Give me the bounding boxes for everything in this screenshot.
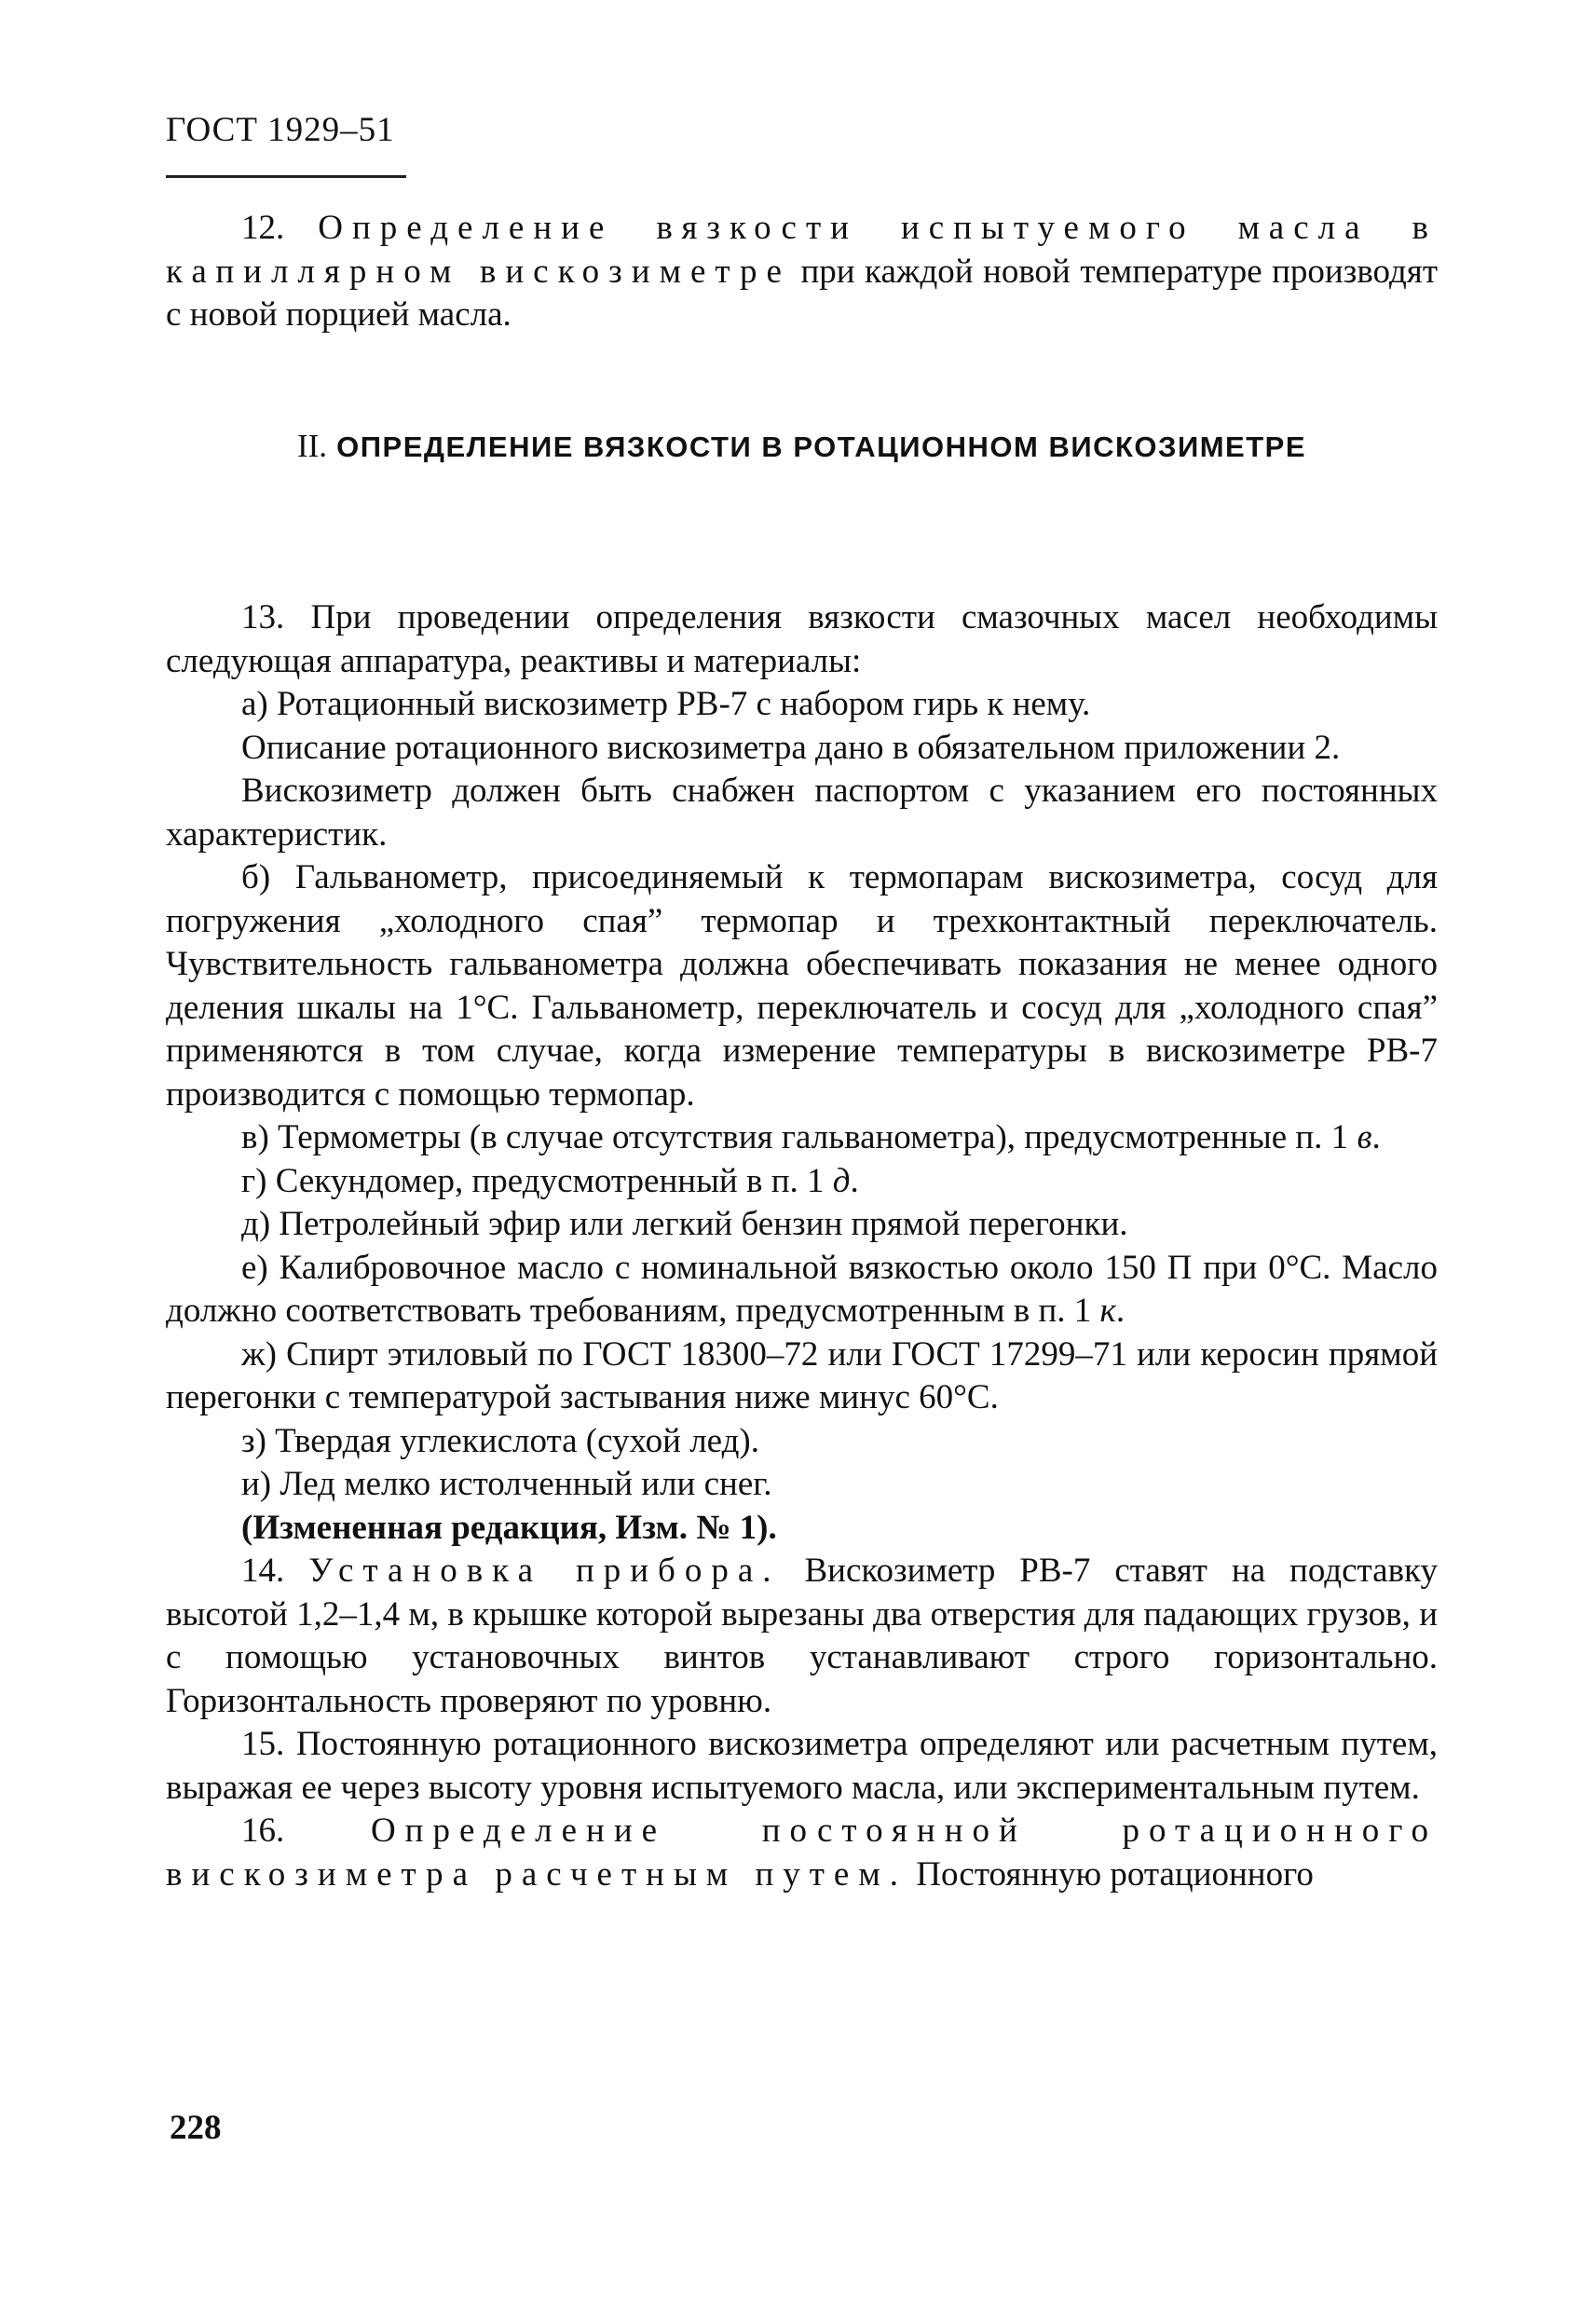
item-v-end: .	[1371, 1118, 1381, 1156]
item-i: и) Лед мелко истолченный или снег.	[241, 1465, 772, 1503]
item-b: б) Гальванометр, присоединяемый к термопарам вискозиметра, сосуд для погружения „холодного спая” термопар и трехконтактный переключатель. Чувствительность гальванометра должна обеспечивать показания не менее одного деления шкалы на 1°С. Гальванометр, переключатель и сосуд для „холодного спая” применяются в том случае, когда измерение температуры в вискозиметре РВ-7 производится с помощью термопар.	[166, 858, 1438, 1114]
paragraph-15: 15. Постоянную ротационного вискозиметра определяют или расчетным путем, выражая ее через высоту уровня испытуемого масла, или экспериментальным путем.	[166, 1725, 1438, 1807]
item-g-ref: д	[832, 1161, 851, 1200]
paragraph-13: 13. При проведении определения вязкости смазочных масел необходимы следующая аппаратура, реактивы и материалы:	[166, 598, 1438, 680]
paragraph-14	[166, 1550, 1438, 1723]
p16-number: 16.	[241, 1812, 285, 1850]
p16-text: Постоянную ротационного	[907, 1854, 1314, 1894]
item-z: з) Твердая углекислота (сухой лед).	[241, 1421, 759, 1460]
p14-number: 14.	[241, 1552, 285, 1590]
item-e-ref: к	[1099, 1292, 1116, 1330]
header-rule	[166, 175, 406, 178]
paragraph-16	[166, 1810, 1438, 1896]
p12-text: при каждой новой температуре производят с новой порцией масла.	[166, 252, 1438, 334]
amendment-note: (Измененная редакция, Изм. № 1).	[241, 1508, 777, 1547]
item-a: а) Ротационный вискозиметр РВ-7 с набором гирь к нему.	[241, 685, 1091, 723]
paragraph-block-main	[166, 596, 1438, 1896]
item-zh: ж) Спирт этиловый по ГОСТ 18300–72 или ГОСТ 17299–71 или керосин прямой перегонки с температурой застывания ниже минус 60°С.	[166, 1334, 1438, 1416]
section-title-text: ОПРЕДЕЛЕНИЕ ВЯЗКОСТИ В РОТАЦИОННОМ ВИСКОЗИМЕТРЕ	[336, 431, 1307, 463]
p14-spaced-heading: Установка прибора.	[308, 1552, 781, 1590]
paragraph-block-top	[166, 207, 1438, 337]
page-number: 228	[170, 2109, 222, 2147]
passport-note: Вискозиметр должен быть снабжен паспортом с указанием его постоянных характеристик.	[166, 772, 1438, 854]
document-header: ГОСТ 1929–51	[166, 111, 395, 149]
section-roman-numeral: II.	[296, 428, 328, 464]
item-v-ref: в	[1357, 1118, 1372, 1156]
description-note: Описание ротационного вискозиметра дано в обязательном приложении 2.	[241, 728, 1341, 767]
item-v	[166, 1116, 1438, 1160]
paragraph-12	[166, 207, 1438, 337]
item-d: д) Петролейный эфир или легкий бензин прямой перегонки.	[241, 1205, 1128, 1243]
p16-spaced-heading: Определение постоянной ротационного вискозиметра расчетным путем.	[166, 1812, 1439, 1894]
item-v-text: в) Термометры (в случае отсутствия гальванометра), предусмотренные п. 1	[241, 1118, 1357, 1156]
item-g-text: г) Секундомер, предусмотренный в п. 1	[241, 1161, 833, 1200]
p12-number: 12.	[241, 209, 285, 247]
item-e-end: .	[1115, 1292, 1125, 1330]
p14-text: Вискозиметр РВ-7 ставят на подставку высотой 1,2–1,4 м, в крышке которой вырезаны два отверстия для падающих грузов, и с помощью установочных винтов устанавливают строго горизонтально. Горизонтальность проверяют по уровню.	[166, 1552, 1438, 1720]
item-g	[166, 1160, 1438, 1204]
p12-spaced-heading: Определение вязкости испытуемого масла в капиллярном вискозиметре	[166, 209, 1438, 291]
item-e-text: е) Калибровочное масло с номинальной вязкостью около 150 П при 0°С. Масло должно соответствовать требованиям, предусмотренным в п. 1	[166, 1248, 1438, 1330]
item-e	[166, 1247, 1438, 1333]
item-g-end: .	[850, 1161, 859, 1200]
section-title	[166, 424, 1438, 470]
